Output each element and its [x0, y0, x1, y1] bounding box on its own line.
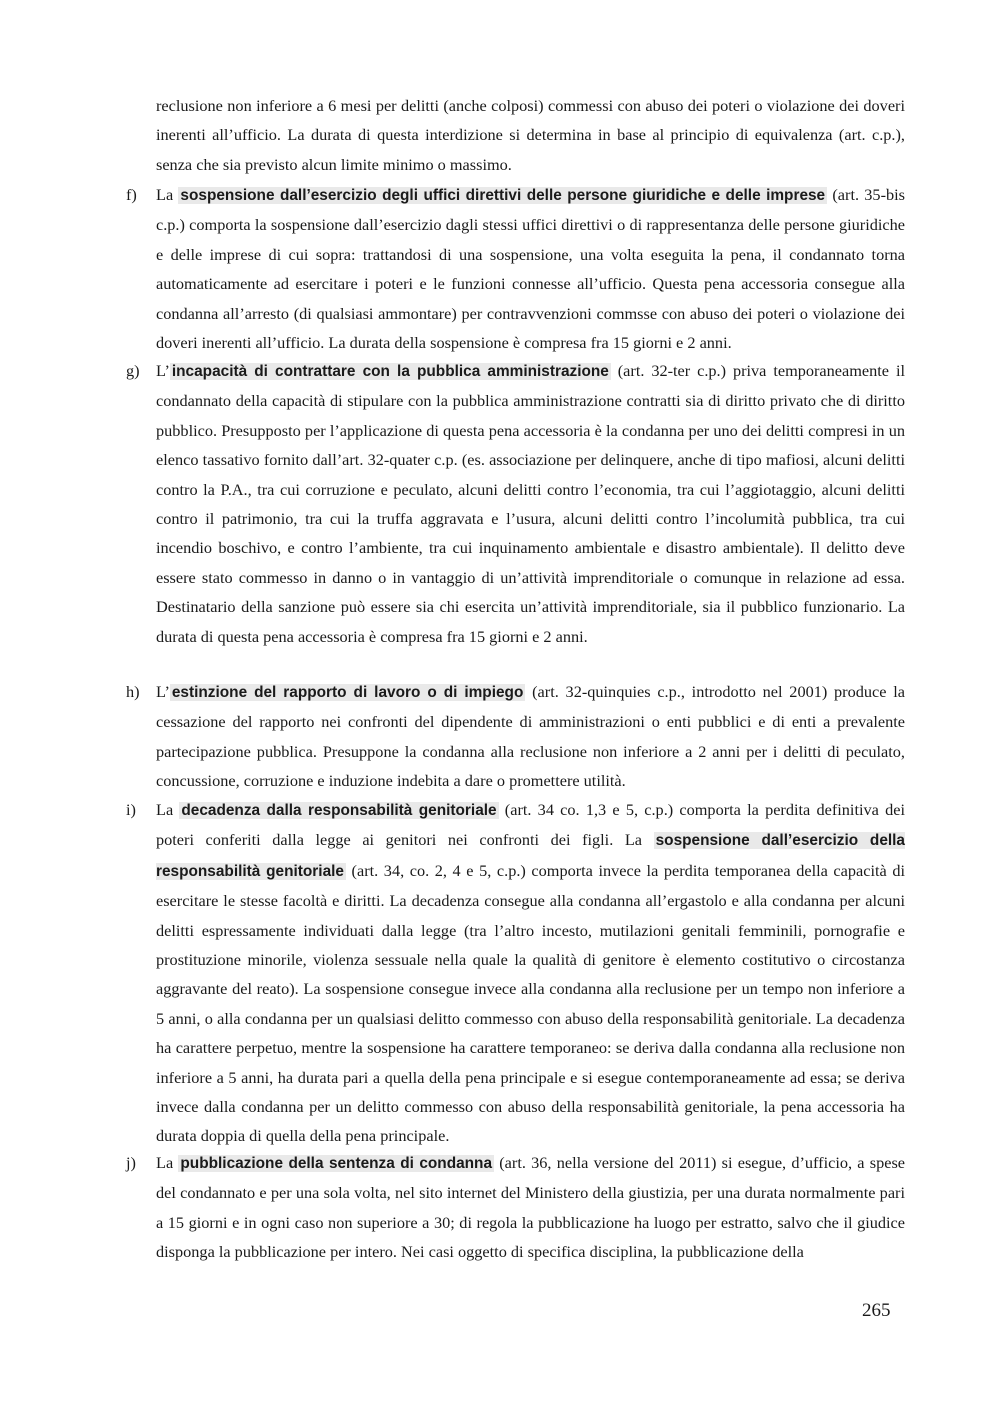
item-text: (art. 34 co. 1,3 e 5, c.p.) comporta la perdita definitiva dei poteri conferiti dalla legge ai genitori nei confronti dei figli. La	[156, 800, 905, 850]
list-item-h	[126, 677, 905, 796]
highlighted-term: pubblicazione della sentenza di condanna	[180, 1155, 493, 1172]
list-item-f	[126, 180, 905, 357]
item-letter: f)	[126, 185, 137, 204]
highlighted-term: incapacità di contrattare con la pubblica amministrazione	[171, 363, 609, 380]
item-pre: L’	[156, 682, 170, 701]
highlighted-term-2: sospensione dall’esercizio della responsabilità genitoriale	[156, 832, 905, 880]
list-item-i	[126, 795, 905, 1151]
item-text: (art. 35-bis c.p.) comporta la sospensione dall’esercizio dagli stessi uffici direttivi o di rappresentanza delle persone giuridiche e delle imprese di cui sopra: trattandosi di una sospensione, una volta eseguita la pena, il condannato torna automaticamente ad esercitare i poteri e le funzioni connesse all’ufficio. Questa pena accessoria consegue alla condanna all’arresto (di qualsiasi ammontare) per contravvenzioni commsse con abuso dei poteri o violazione dei doveri inerenti all’ufficio. La durata della sospensione è compresa fra 15 giorni e 2 anni.	[156, 185, 905, 353]
highlighted-term: decadenza dalla responsabilità genitoriale	[181, 802, 497, 819]
item-pre: La	[156, 800, 180, 819]
item-text: (art. 32-quinquies c.p., introdotto nel 2001) produce la cessazione del rapporto nei confronti del dipendente di amministrazioni o enti pubblici e di enti a prevalente partecipazione pubblica. Presuppone la condanna alla reclusione non inferiore a 2 anni per i delitti di peculato, concussione, corruzione e induzione indebita a dare o promettere utilità.	[156, 682, 905, 791]
item-pre: La	[156, 185, 179, 204]
item-text-2: (art. 34, co. 2, 4 e 5, c.p.) comporta invece la perdita temporanea della capacità di esercitare le stesse facoltà e diritti. La decadenza consegue alla condanna all’ergastolo e alla condanna per alcuni delitti espressamente individuati dalla legge (tra l’altro incesto, mutilazioni genitali femminili, pornografie e prostituzione minorile, violenza sessuale nella quale la qualità di genitore è elemento costitutivo o circostanza aggravante del reato). La sospensione consegue invece alla condanna alla reclusione per un tempo non inferiore a 5 anni, o alla condanna per un qualsiasi delitto commesso con abuso della responsabilità genitoriale. La decadenza ha carattere perpetuo, mentre la sospensione ha carattere temporaneo: se deriva dalla condanna alla reclusione non inferiore a 5 anni, ha durata pari a quella della pena principale e si esegue contemporaneamente ad essa; se deriva invece dalla condanna per un delitto commesso con abuso della responsabilità genitoriale, la pena accessoria ha durata doppia di quella della pena principale.	[156, 860, 905, 1146]
item-pre: L’	[156, 361, 170, 380]
item-letter: i)	[126, 800, 136, 819]
page-number: 265	[862, 1300, 891, 1321]
item-text: (art. 36, nella versione del 2011) si esegue, d’ufficio, a spese del condannato e per una sola volta, nel sito internet del Ministero della giustizia, per una durata normalmente pari a 15 giorni e in ogni caso non superiore a 30; di regola la pubblicazione ha luogo per estratto, salvo che il giudice disponga la pubblicazione per intero. Nei casi oggetto di specifica disciplina, la pubblicazione della	[156, 1153, 906, 1262]
item-text: (art. 32-ter c.p.) priva temporaneamente il condannato della capacità di stipulare con la pubblica amministrazione contratti sia di diritto privato che di diritto pubblico. Presupposto per l’applicazione di questa pena accessoria è la condanna per uno dei delitti compresi in un elenco tassativo fornito dall’art. 32-quater c.p. (es. associazione per delinquere, anche di tipo mafiosi, alcuni delitti contro la P.A., tra cui corruzione e peculato, alcuni delitti contro l’economia, tra cui l’aggiotaggio, alcuni delitti contro il patrimonio, tra cui la truffa aggravata e l’usura, alcuni delitti contro l’incolumità pubblica, tra cui incendio boschivo, e contro l’ambiente, tra cui inquinamento ambientale e disastro ambientale). Il delitto deve essere stato commesso in danno o in vantaggio di un’attività imprenditoriale o comunque in relazione ad essa. Destinatario della sanzione può essere sia chi esercita un’attività imprenditoriale, sia il pubblico funzionario. La durata di questa pena accessoria è compresa fra 15 giorni e 2 anni.	[156, 361, 905, 646]
item-pre: La	[156, 1153, 179, 1172]
intro-paragraph: reclusione non inferiore a 6 mesi per delitti (anche colposi) commessi con abuso dei poteri o violazione dei doveri inerenti all’ufficio. La durata di questa interdizione si determina in base al principio di equivalenza (art. c.p.), senza che sia previsto alcun limite minimo o massimo.	[156, 96, 905, 174]
list-item-g	[126, 356, 905, 651]
list-item-j	[126, 1148, 906, 1267]
highlighted-term: estinzione del rapporto di lavoro o di impiego	[171, 684, 524, 701]
highlighted-term: sospensione dall’esercizio degli uffici direttivi delle persone giuridiche e delle imprese	[180, 187, 826, 204]
item-letter: j)	[126, 1153, 136, 1172]
item-letter: g)	[126, 361, 140, 380]
item-letter: h)	[126, 682, 140, 701]
